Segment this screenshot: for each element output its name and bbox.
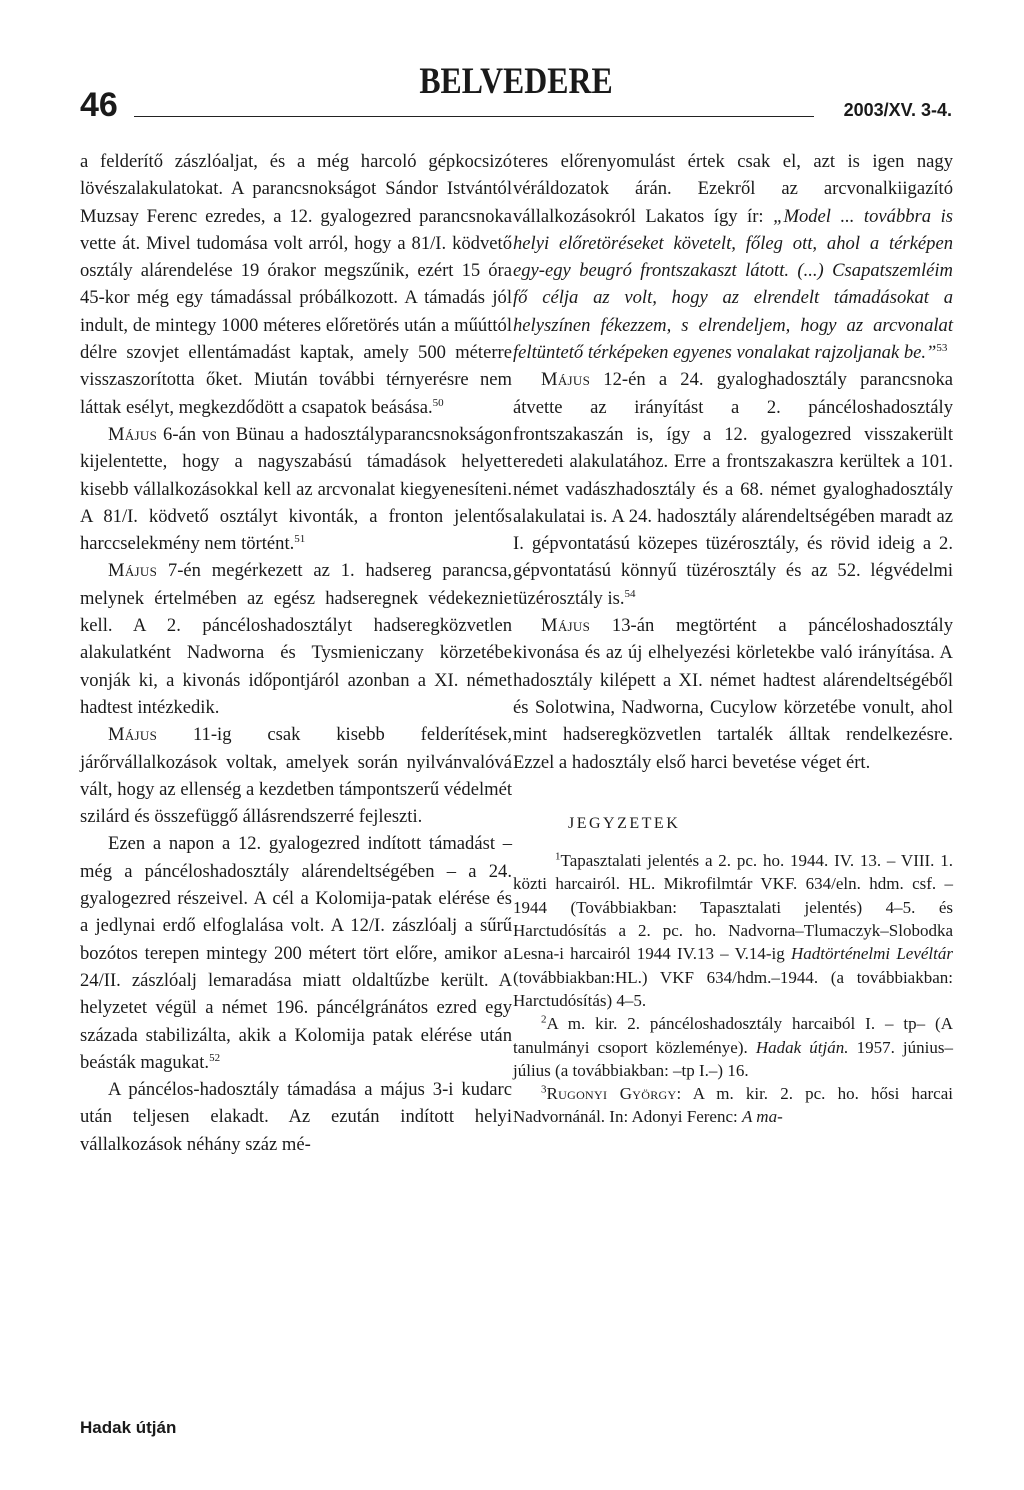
paragraph [513,612,953,776]
paragraph [513,148,953,366]
paragraph [80,721,512,830]
note-item [513,1082,953,1129]
note-number: 2 [541,1013,547,1026]
paragraph [80,557,512,721]
paragraph [80,421,512,557]
paragraph-text: teres előrenyomulást értek csak el, azt is igen nagy véráldozatok árán. Ezekről az arcvonalkiigazító vállalkozásokról Lakatos így ír: [513,151,953,227]
paragraph [80,148,512,421]
note-author: Rugonyi György: [546,1084,682,1104]
date-lead: Május [108,560,158,582]
note-italic: Hadtörténelmi Levéltár [790,944,953,964]
note-italic: A ma- [741,1107,783,1127]
paragraph-text: 13-án megtörtént a páncéloshadosztály kivonása és az új elhelyezési körletekbe való irányítása. A hadosztály kilépett a XI. német hadtest alárendeltségéből és Solotwina, Nadworna, Cucylow körzetébe vonult, ahol mint hadseregközvetlen tartalék álltak rendelkezésre. Ezzel a hadosztály első harci bevetése véget ért. [513,615,953,773]
paragraph [80,830,512,1076]
footer-title: Hadak útján [80,1418,177,1437]
date-lead: Május [541,369,591,391]
note-item [513,849,953,1012]
date-lead: Május [108,724,158,746]
paragraph-text: 7-én megérkezett az 1. hadsereg parancsa, melynek értelmében az egész hadseregnek védekeznie kell. A 2. páncéloshadosztályt hadseregközvetlen alakulatként Nadworna és Tysmieniczany körzetébe vonják ki, a kivonás időpontjáról azonban a XI. német hadtest intézkedik. [80,560,512,718]
magazine-title: BELVEDERE [419,61,613,102]
date-lead: Május [108,423,158,445]
note-number: 1 [555,850,561,863]
page-header [80,62,952,124]
note-text: Tapasztalati jelentés a 2. pc. ho. 1944. IV. 13. – VIII. 1. közti harcairól. HL. Mikrofilmtár VKF. 634/eln. hdm. csf. – 1944 (Továbbiakban: Tapasztalati jelentés) 4–5. és Harctudósítás a 2. pc. ho. Nadvorna–Tlumaczyk–Slobodka Lesna-i harcairól 1944 IV.13 – V.14-ig [513,851,953,964]
footnote-ref: 50 [432,396,444,409]
paragraph [513,366,953,612]
issue-number: 2003/XV. 3-4. [843,100,952,120]
right-column [513,148,953,1129]
paragraph [80,1076,512,1158]
footnote-ref: 51 [294,532,306,545]
note-text: A m. kir. 2. páncéloshadosztály harcaiból I. – tp– (A tanulmányi csoport közleménye). [513,1014,953,1057]
note-item [513,1012,953,1082]
notes-list [513,849,953,1129]
note-text: 1957. június–július (a továbbiakban: –tp I.–) 16. [513,1037,953,1080]
note-text: (továbbiakban:HL.) VKF 634/hdm.–1944. (a továbbiakban: Harctudósítás) 4–5. [513,967,953,1010]
paragraph-text: Ezen a napon a 12. gyalogezred indított támadást – még a páncéloshadosztály alárendeltségében – a 24. gyalogezred részeivel. A cél a Kolomija-patak elérése és a jedlynai erdő elfoglalása volt. A 12/I. zászlóalj a sűrű bozótos terepen mintegy 200 métert tört előre, amikor a 24/II. zászlóalj lemaradása miatt oldaltűzbe került. A helyzetet végül a német 196. páncélgránátos ezred egy százada stabilizálta, akik a Kolomija patak elérése után beásták magukat. [80,833,512,1073]
notes-heading: JEGYZETEK [568,814,681,832]
note-text: A m. kir. 2. pc. ho. hősi harcai Nadvornánál. In: Adonyi Ferenc: [513,1084,953,1127]
header-rule [134,116,814,117]
quote-text: „Model ... továbbra is helyi előretöréseket követelt, főleg ott, ahol a térképen egy-egy beugró frontszakaszt látott. (...) Csapatszemléim fő célja az volt, hogy az elrendelt támadásokat a helyszínen fékezzem, s elrendeljem, hogy az arcvonalat feltüntető térképeken egyenes vonalakat rajzoljanak be.” [513,205,953,364]
paragraph-text: A páncélos-hadosztály támadása a május 3-i kudarc után teljesen elakadt. Az ezután indított helyi vállalkozások néhány száz mé- [80,1079,512,1155]
left-column [80,148,512,1158]
paragraph-text: a felderítő zászlóaljat, és a még harcoló gépkocsizó lövészalakulatokat. A parancsnokságot Sándor Istvántól Muzsay Ferenc ezredes, a 12. gyalogezred parancsnoka vette át. Mivel tudomása volt arról, hogy a 81/I. ködvető osztály alárendelése 19 órakor megszűnik, ezért 15 óra 45-kor még egy támadással próbálkozott. A támadás jól indult, de mintegy 1000 méteres előretörés után a műúttól délre szovjet ellentámadást kaptak, amely 500 méterre visszaszorította őket. Miután további térnyerésre nem láttak esélyt, megkezdődött a csapatok beásása. [80,151,512,418]
footnote-ref: 52 [209,1051,221,1064]
note-number: 3 [541,1083,547,1096]
footnote-ref: 54 [624,587,636,600]
footnote-ref: 53 [936,341,948,354]
page-number: 46 [80,86,118,124]
note-italic: Hadak útján. [755,1037,849,1057]
paragraph-text: 6-án von Bünau a hadosztályparancsnokságon kijelentette, hogy a nagyszabású támadások helyett kisebb vállalkozásokkal kell az arcvonalat kiegyenesíteni. A 81/I. ködvető osztályt kivonták, a fronton jelentős harccselekmény nem történt. [80,423,512,555]
paragraph-text: 12-én a 24. gyaloghadosztály parancsnoka átvette az irányítást a 2. páncéloshadosztály frontszakaszán is, így a 12. gyalogezred visszakerült eredeti alakulatához. Erre a frontszakaszra kerültek a 101. német vadászhadosztály és a 68. német gyaloghadosztály alakulatai is. A 24. hadosztály alárendeltségében maradt az I. gépvontatású közepes tüzérosztály, és rövid ideig a 2. gépvontatású könnyű tüzérosztály és az 52. légvédelmi tüzérosztály is. [513,369,953,609]
paragraph-text: 11-ig csak kisebb felderítések, járőrvállalkozások voltak, amelyek során nyilvánvalóvá vált, hogy az ellenség a kezdetben támpontszerű védelmét szilárd és összefüggő állásrendszerré fejleszti. [80,724,512,828]
date-lead: Május [541,615,591,637]
